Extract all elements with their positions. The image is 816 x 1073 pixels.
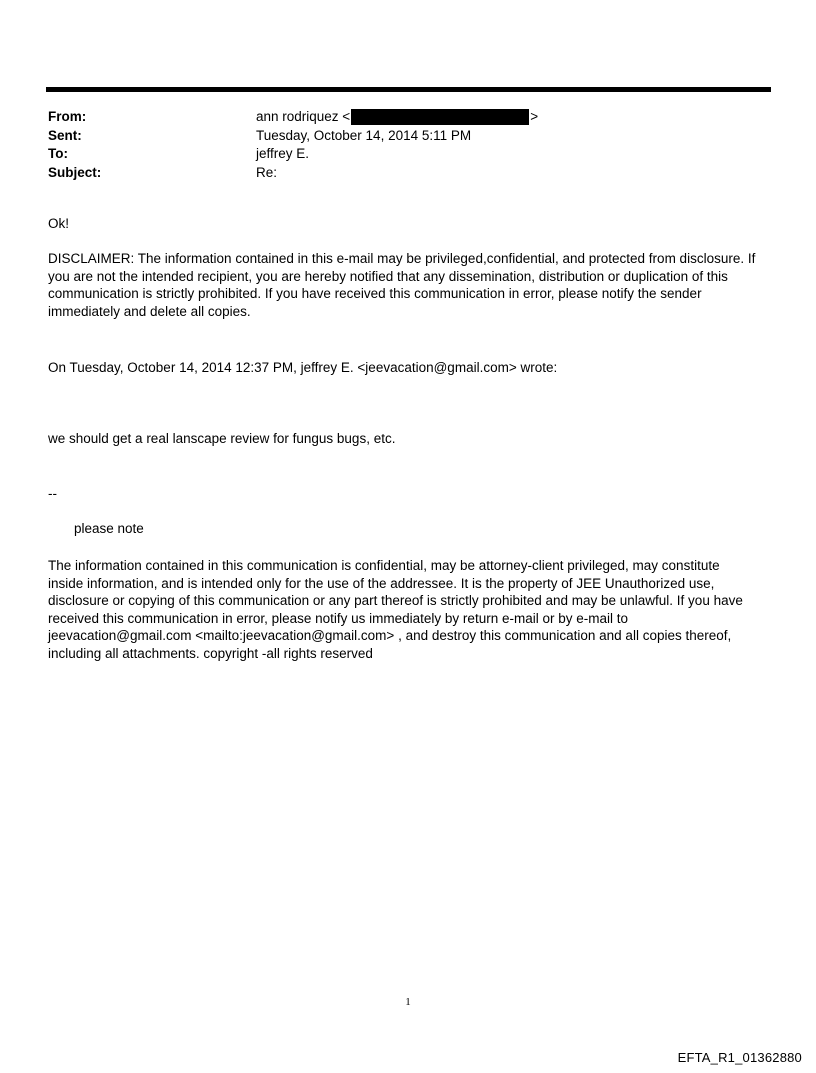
to-row	[48, 145, 748, 164]
subject-label: Subject:	[48, 164, 102, 180]
please-note-text: please note	[74, 521, 144, 536]
from-name: ann rodriquez <	[256, 109, 351, 124]
email-header	[48, 108, 748, 182]
signature-separator: --	[48, 486, 57, 501]
header-divider	[46, 87, 771, 92]
disclaimer-text: DISCLAIMER: The information contained in this e-mail may be privileged,confidential, and protected from disclosure. If you are not the intended recipient, you are hereby notified that any dissemination, distribution or duplication of this communication is strictly prohibited. If you have received this communication in error, please notify the sender immediately and delete all copies.	[48, 251, 756, 319]
quoted-message: we should get a real lanscape review for fungus bugs, etc.	[48, 431, 396, 446]
sent-row	[48, 127, 748, 146]
from-label: From:	[48, 109, 87, 124]
to-value: jeffrey E.	[256, 146, 310, 161]
subject-value: Re:	[256, 164, 278, 180]
page-number: 1	[405, 996, 411, 1008]
from-address-close: >	[530, 109, 539, 124]
sent-label: Sent:	[48, 127, 82, 143]
to-label: To:	[48, 146, 68, 161]
from-row	[48, 108, 748, 127]
subject-row	[48, 164, 748, 183]
from-value	[256, 108, 538, 127]
sent-value: Tuesday, October 14, 2014 5:11 PM	[256, 127, 472, 143]
quote-header: On Tuesday, October 14, 2014 12:37 PM, jeffrey E. <jeevacation@gmail.com> wrote:	[48, 360, 558, 375]
confidentiality-notice: The information contained in this communication is confidential, may be attorney-client privileged, may constitute inside information, and is intended only for the use of the addressee. It is the property of JEE Unauthorized use, disclosure or copying of this communication or any part thereof is strictly prohibited and may be unlawful. If you have received this communication in error, please notify us immediately by return e-mail or by e-mail to jeevacation@gmail.com <mailto:jeevacation@gmail.com> , and destroy this communication and all copies thereof, including all attachments. copyright -all rights reserved	[48, 558, 743, 661]
redaction-box	[351, 109, 529, 125]
document-id: EFTA_R1_01362880	[677, 1050, 802, 1065]
reply-text: Ok!	[48, 216, 70, 231]
